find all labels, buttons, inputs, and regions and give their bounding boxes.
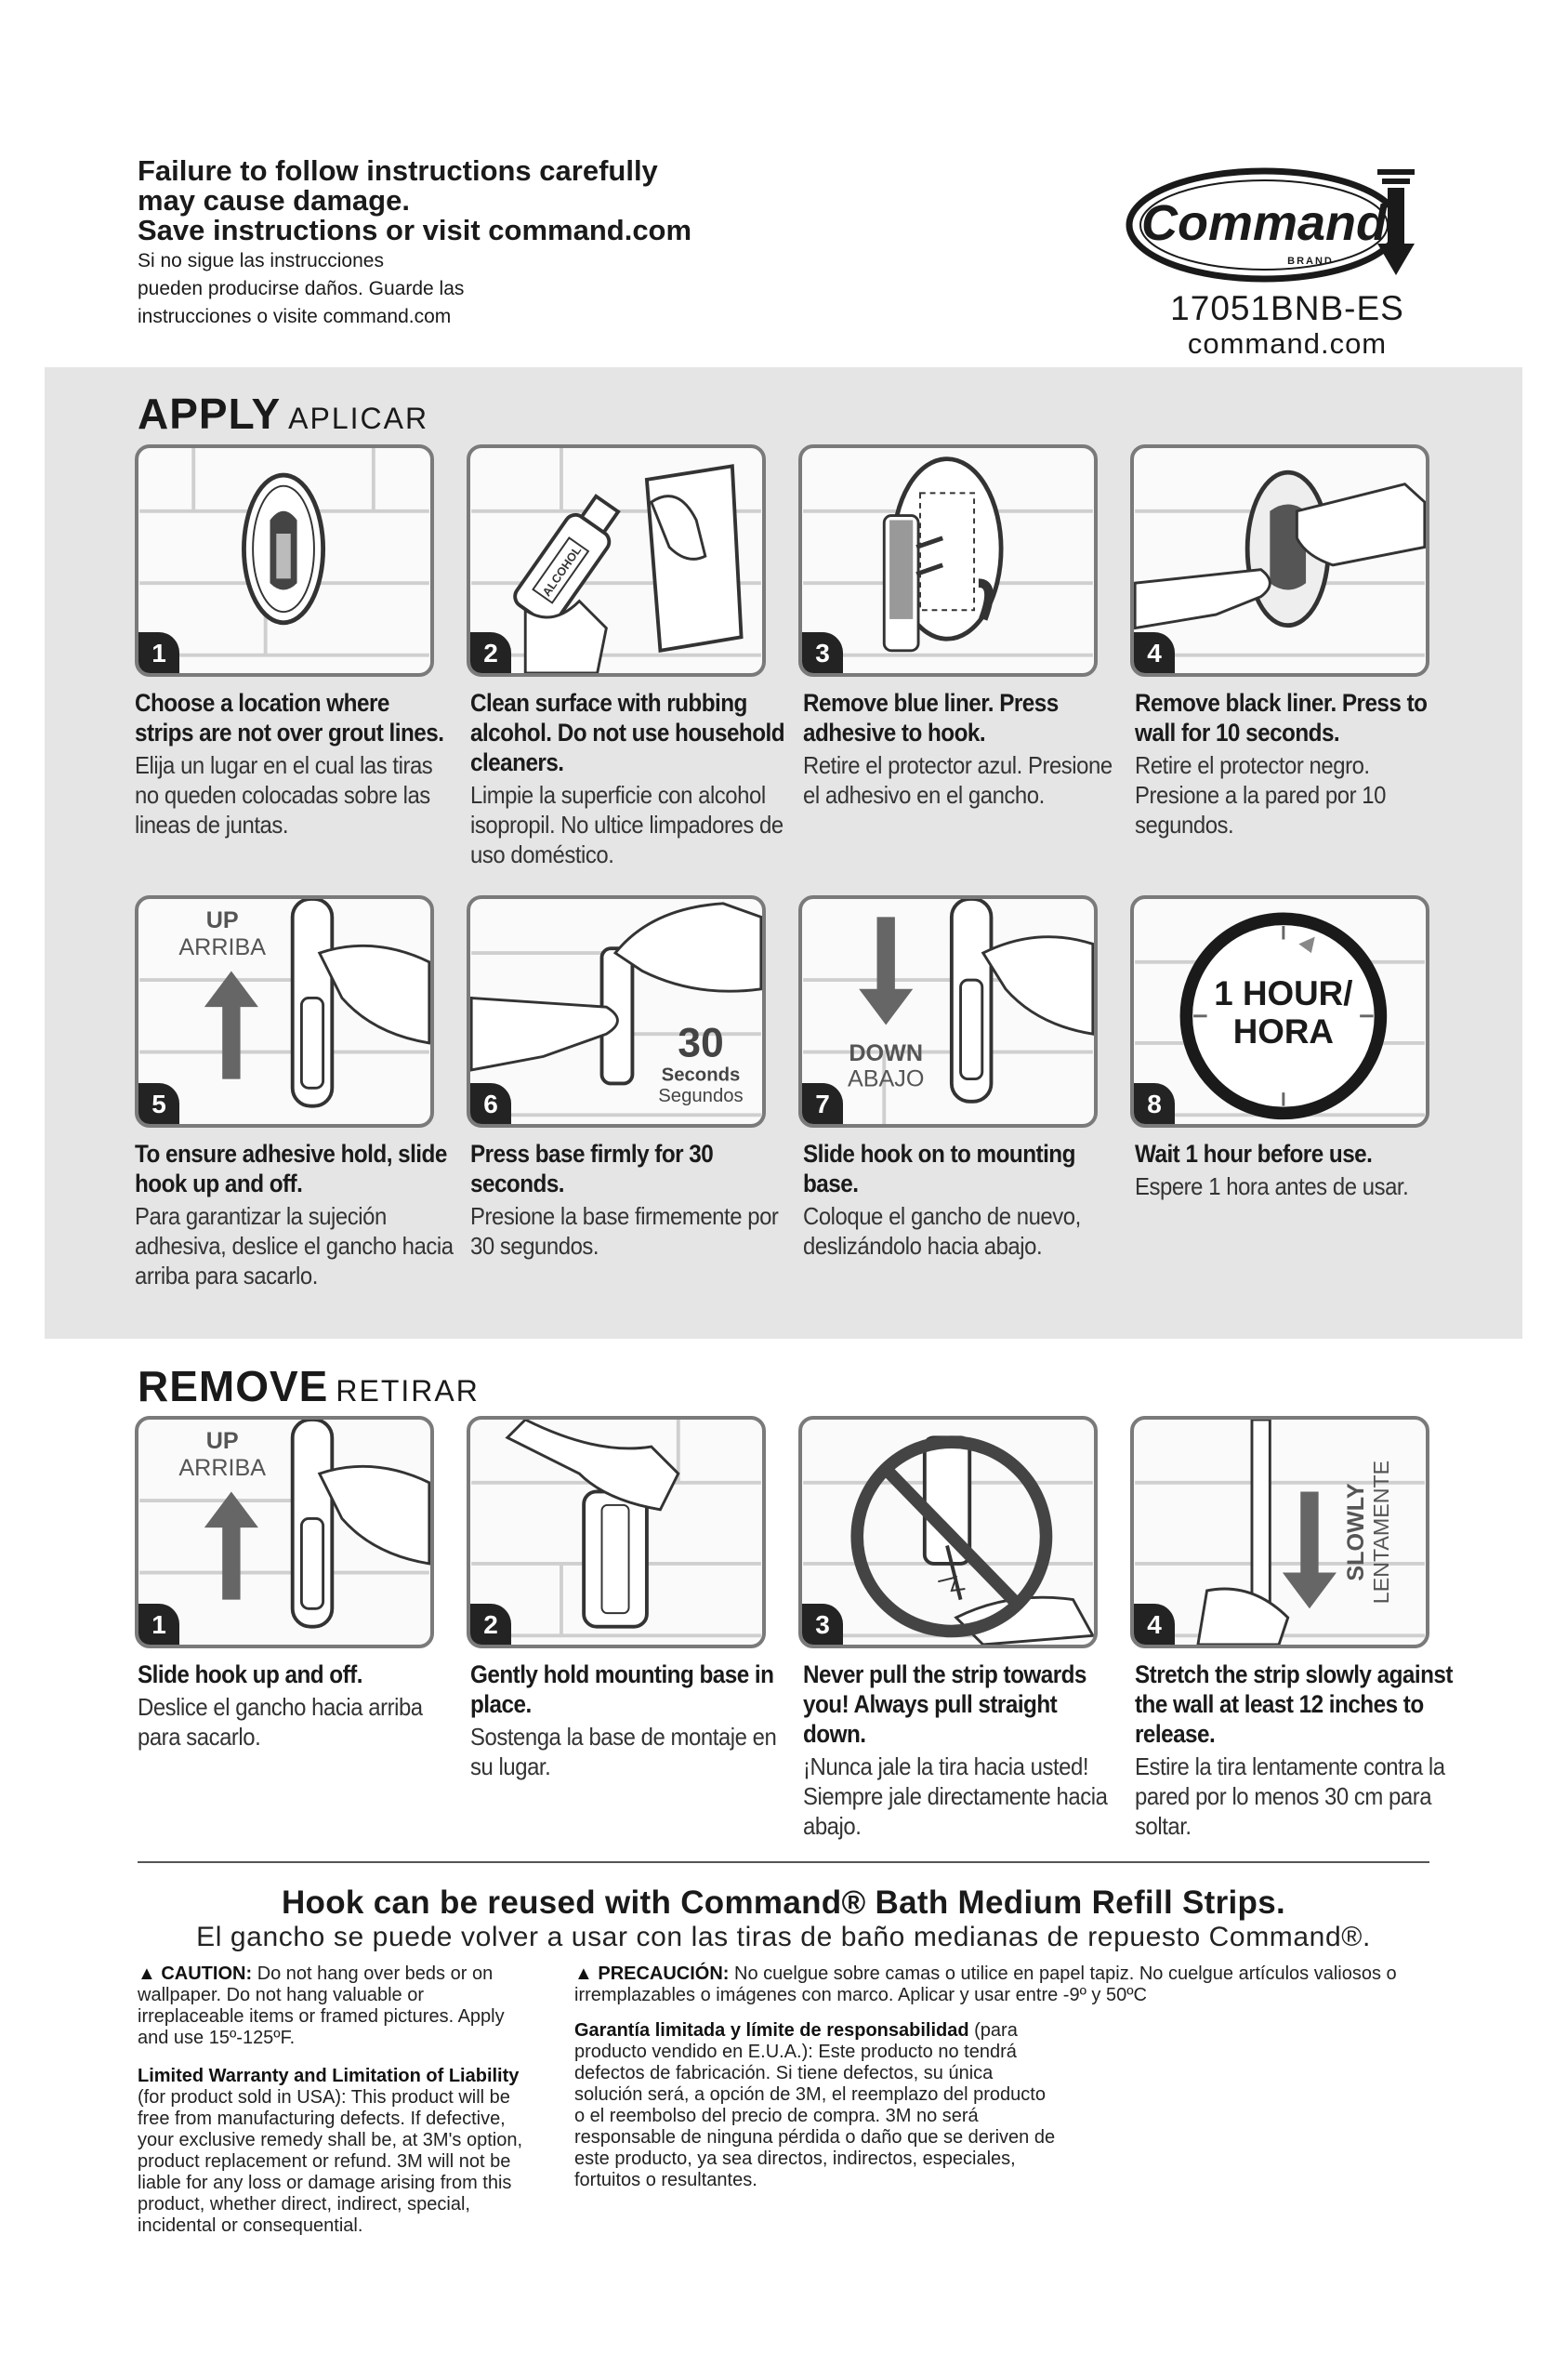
remove-step-4-caption: Stretch the strip slowly against the wall at least 12 inches to release. Estire la tira lentamente contra la pared por lo menos 30 cm para soltar. — [1135, 1660, 1453, 1840]
website-url: command.com — [1187, 327, 1388, 360]
apply-step-8-caption: Wait 1 hour before use. Espere 1 hora antes de usar. — [1135, 1140, 1409, 1200]
up-label: UP — [205, 1427, 239, 1454]
command-logo — [1125, 158, 1431, 288]
step-number-badge: 8 — [1134, 1083, 1175, 1124]
precaucion-label: ▲ PRECAUCIÓN: — [574, 1964, 730, 1984]
apply-step-6-illustration — [467, 895, 766, 1128]
warranty-english: Limited Warranty and Limitation of Liability (for product sold in USA): This product will be free from manufacturing defects. If defective, your exclusive remedy shall be, at 3M's option, product replacement or refund. 3M will not be liable for any loss or damage arising from this product, whether direct, indirect, special, incidental or consequential. — [138, 2066, 523, 2236]
step-number-badge: 2 — [470, 632, 511, 673]
step-number-badge: 6 — [470, 1083, 511, 1124]
garantia-label: Garantía limitada y límite de responsabilidad — [574, 2020, 969, 2041]
segundos-label: Segundos — [658, 1085, 744, 1106]
apply-step-1-caption: Choose a location where strips are not over grout lines. Elija un lugar en el cual las tiras no queden colocadas sobre las lineas de juntas. — [135, 689, 444, 839]
step-number-badge: 4 — [1134, 632, 1175, 673]
warning-english: Failure to follow instructions carefully may cause damage. Save instructions or visit command.com — [138, 154, 692, 246]
step-number-badge: 1 — [138, 1604, 179, 1645]
reuse-note-spanish: El gancho se puede volver a usar con las tiras de baño medianas de repuesto Command®. — [196, 1922, 1371, 1952]
step-number-badge: 1 — [138, 632, 179, 673]
remove-step-3-caption: Never pull the strip towards you! Always pull straight down. ¡Nunca jale la tira hacia usted! Siempre jale directamente hacia abajo. — [803, 1660, 1108, 1840]
remove-step-3-illustration — [798, 1416, 1098, 1648]
apply-step-5-illustration — [135, 895, 434, 1128]
apply-step-2-illustration — [467, 444, 766, 677]
step-number-badge: 4 — [1134, 1604, 1175, 1645]
apply-step-6-caption: Press base firmly for 30 seconds. Presione la base firmemente por 30 segundos. — [470, 1140, 779, 1260]
apply-step-2-caption: Clean surface with rubbing alcohol. Do not use household cleaners. Limpie la superficie con alcohol isopropil. No ultice limpadores de uso doméstico. — [470, 689, 785, 868]
apply-step-5-caption: To ensure adhesive hold, slide hook up and off. Para garantizar la sujeción adhesiva, deslice el gancho hacia arriba para sacarlo. — [135, 1140, 454, 1289]
apply-title: APPLY APLICAR — [138, 390, 429, 438]
caution-english: ▲ CAUTION: Do not hang over beds or on wallpaper. Do not hang valuable or irreplaceable items or framed pictures. Apply and use 15º-125ºF. — [138, 1964, 505, 2048]
sku-number: 17051BNB-ES — [1170, 289, 1404, 327]
seconds-label: Seconds — [661, 1064, 741, 1086]
svg-text:BRAND: BRAND — [1287, 256, 1334, 267]
arriba-label: ARRIBA — [178, 934, 267, 961]
hora-label: HORA — [1232, 1012, 1335, 1051]
remove-step-2-illustration — [467, 1416, 766, 1648]
section-divider — [138, 1861, 1429, 1863]
apply-step-7-illustration — [798, 895, 1098, 1128]
remove-step-1-illustration — [135, 1416, 434, 1648]
thirty-label: 30 — [678, 1020, 724, 1066]
up-label: UP — [205, 906, 239, 933]
one-hour-label: 1 HOUR/ — [1214, 974, 1353, 1013]
svg-text:Command: Command — [1140, 195, 1388, 251]
abajo-label: ABAJO — [847, 1065, 925, 1092]
apply-step-3-caption: Remove blue liner. Press adhesive to hook. Retire el protector azul. Presione el adhesivo en el gancho. — [803, 689, 1113, 809]
arriba-label: ARRIBA — [178, 1455, 267, 1482]
garantia-spanish: Garantía limitada y límite de responsabilidad (para producto vendido en E.U.A.): Este producto no tendrá defectos de fabricación. Si tiene defectos, su única solución será, a opción de 3M, el reemplazo del producto o el reembolso del precio de compra. 3M no será responsable de ninguna pérdida o daño que se deriven de este producto, ya sea directos, indirectos, especiales, fortuitos o resultantes. — [574, 2020, 1056, 2190]
remove-title: REMOVE RETIRAR — [138, 1362, 480, 1410]
step-number-badge: 3 — [802, 632, 843, 673]
apply-step-4-illustration — [1130, 444, 1429, 677]
warranty-label: Limited Warranty and Limitation of Liability — [138, 2066, 520, 2086]
alcohol-label: ALCOHOL — [540, 544, 585, 599]
apply-step-8-illustration — [1130, 895, 1429, 1128]
warning-spanish: Si no sigue las instrucciones pueden producirse daños. Guarde las instrucciones o visite command.com — [138, 250, 465, 327]
step-number-badge: 7 — [802, 1083, 843, 1124]
step-number-badge: 5 — [138, 1083, 179, 1124]
remove-step-4-illustration — [1130, 1416, 1429, 1648]
apply-step-4-caption: Remove black liner. Press to wall for 10 seconds. Retire el protector negro. Presione a la pared por 10 segundos. — [1135, 689, 1428, 839]
precaucion-spanish: ▲ PRECAUCIÓN: No cuelgue sobre camas o utilice en papel tapiz. No cuelgue artículos valiosos o irremplazables o imágenes con marco. Aplicar y usar entre -9º y 50ºC — [574, 1964, 1397, 2005]
caution-label: ▲ CAUTION: — [138, 1964, 253, 1984]
step-number-badge: 3 — [802, 1604, 843, 1645]
apply-step-3-illustration — [798, 444, 1098, 677]
apply-step-7-caption: Slide hook on to mounting base. Coloque el gancho de nuevo, deslizándolo hacia abajo. — [803, 1140, 1081, 1260]
slowly-label: SLOWLY — [1343, 1483, 1370, 1581]
apply-step-1-illustration — [135, 444, 434, 677]
remove-step-2-caption: Gently hold mounting base in place. Sostenga la base de montaje en su lugar. — [470, 1660, 777, 1780]
down-label: DOWN — [849, 1040, 924, 1067]
reuse-note-english: Hook can be reused with Command® Bath Medium Refill Strips. — [281, 1884, 1286, 1921]
remove-step-1-caption: Slide hook up and off. Deslice el gancho hacia arriba para sacarlo. — [138, 1660, 423, 1751]
step-number-badge: 2 — [470, 1604, 511, 1645]
lentamente-label: LENTAMENTE — [1369, 1460, 1394, 1605]
